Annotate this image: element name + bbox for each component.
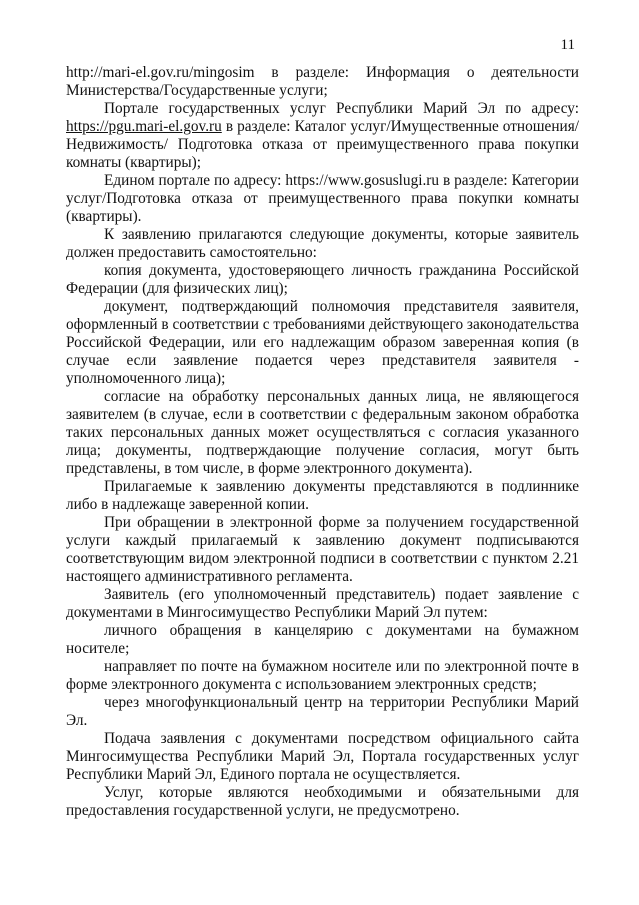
paragraph-originals-or-copies: Прилагаемые к заявлению документы представляются в подлиннике либо в надлежаще заверенной копии. — [66, 478, 579, 513]
paragraph-by-mail: направляет по почте на бумажном носителе или по электронной почте в форме электронного документа с использованием электронных средств; — [66, 658, 579, 693]
pgu-portal-link[interactable]: https://pgu.mari-el.gov.ru — [66, 118, 222, 135]
paragraph-documents-intro: К заявлению прилагаются следующие документы, которые заявитель должен предоставить самостоятельно: — [66, 226, 579, 261]
paragraph-mfc: через многофункциональный центр на территории Республики Марий Эл. — [66, 694, 579, 729]
paragraph-no-required-services: Услуг, которые являются необходимыми и обязательными для предоставления государственной услуги, не предусмотрено. — [66, 784, 579, 819]
paragraph-submission-methods: Заявитель (его уполномоченный представитель) подает заявление с документами в Мингосимущество Республики Марий Эл путем: — [66, 586, 579, 621]
paragraph-no-online-submission: Подача заявления с документами посредством официального сайта Мингосимущества Республики Марий Эл, Портала государственных услуг Республики Марий Эл, Единого портала не осуществляется. — [66, 730, 579, 783]
paragraph-in-person: личного обращения в канцелярию с документами на бумажном носителе; — [66, 622, 579, 657]
paragraph-regional-portal-lead: Портале государственных услуг Республики Марий Эл по адресу: — [104, 100, 579, 117]
document-body — [66, 64, 579, 820]
paragraph-electronic-signature: При обращении в электронной форме за получением государственной услуги каждый прилагаемый к заявлению документ подписываются соответствующим видом электронной подписи в соответствии с пунктом 2.21 настоящего административного регламента. — [66, 514, 579, 585]
paragraph-unified-portal: Едином портале по адресу: https://www.gosuslugi.ru в разделе: Категории услуг/Подготовка отказа от преимущественного права покупки комнаты (квартиры). — [66, 172, 579, 225]
paragraph-regional-portal — [66, 100, 579, 172]
paragraph-mingosim-site: http://mari-el.gov.ru/mingosim в разделе: Информация о деятельности Министерства/Государственные услуги; — [66, 64, 579, 99]
paragraph-personal-data-consent: согласие на обработку персональных данных лица, не являющегося заявителем (в случае, если в соответствии с федеральным законом обработка таких персональных данных может осуществляться с согласия указанного лица; документы, подтверждающие получение согласия, могут быть представлены, в том числе, в форме электронного документа). — [66, 388, 579, 477]
page-number: 11 — [560, 37, 575, 53]
paragraph-regional-portal-tail: в разделе: Каталог услуг/Имущественные отношения/Недвижимость/ Подготовка отказа от преимущественного права покупки комнаты (квартиры); — [66, 118, 579, 171]
paragraph-authority-document: документ, подтверждающий полномочия представителя заявителя, оформленный в соответствии с требованиями действующего законодательства Российской Федерации, или его надлежащим образом заверенная копия (в случае если заявление подается через представителя заявителя - уполномоченного лица); — [66, 298, 579, 387]
paragraph-identity-copy: копия документа, удостоверяющего личность гражданина Российской Федерации (для физических лиц); — [66, 262, 579, 297]
